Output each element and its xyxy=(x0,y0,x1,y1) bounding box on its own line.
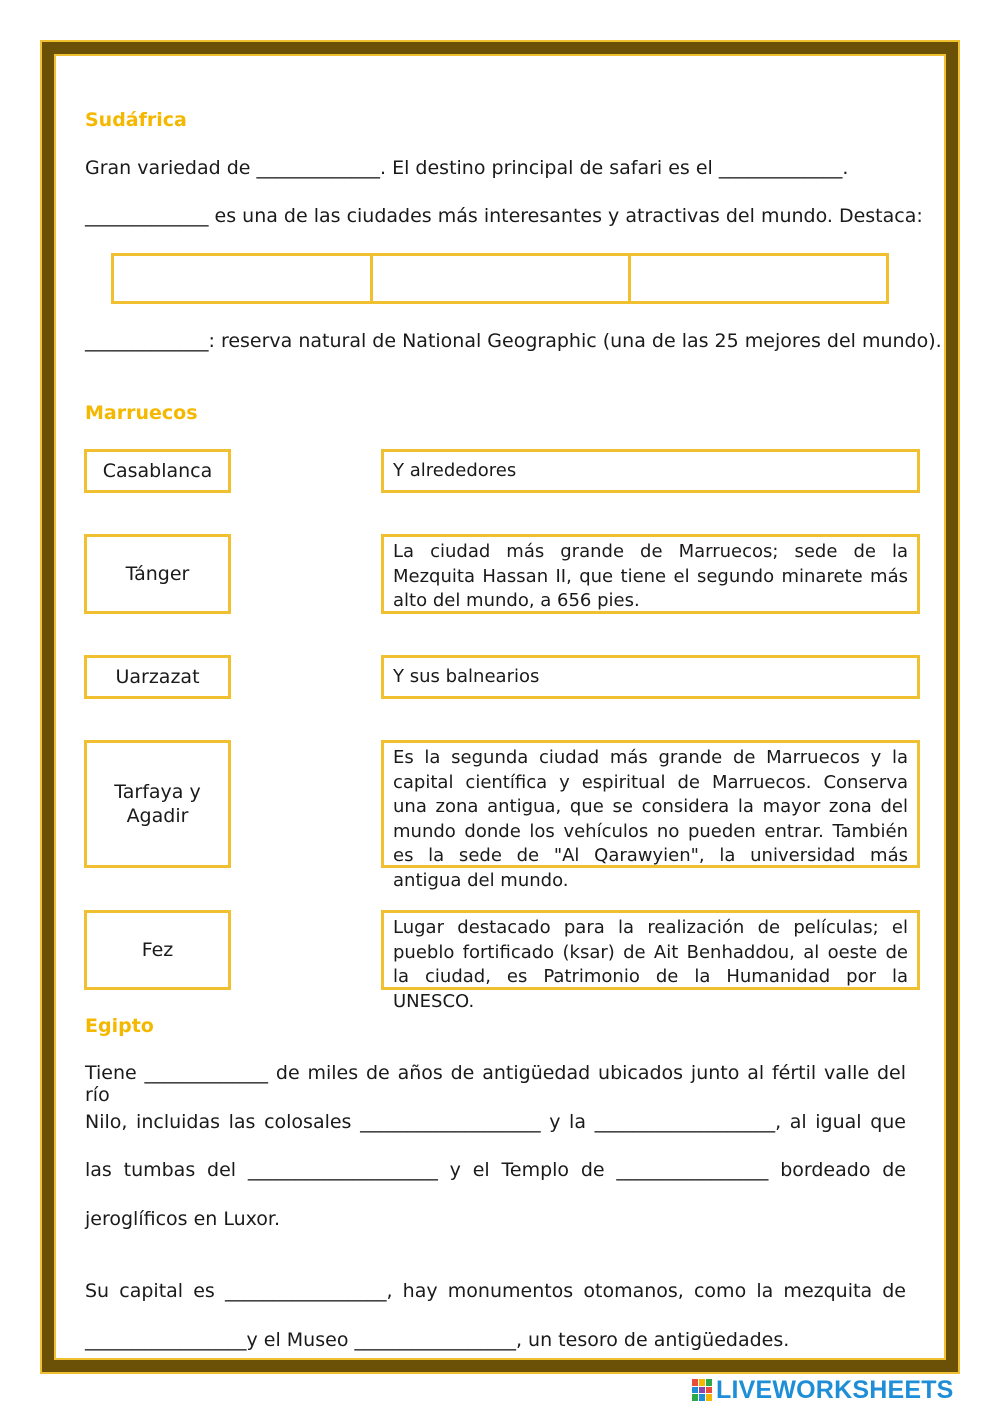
city-box-uarzazat[interactable]: Uarzazat xyxy=(84,655,231,699)
answer-cell-3[interactable] xyxy=(628,253,889,304)
liveworksheets-brand-text: LIVEWORKSHEETS xyxy=(716,1375,954,1404)
description-box-2[interactable]: La ciudad más grande de Marruecos; sede de la Mezquita Hassan II, que tiene el segundo minarete más alto del mundo, a 656 pies. xyxy=(381,534,920,614)
heading-sudafrica: Sudáfrica xyxy=(85,109,187,131)
city-box-casablanca[interactable]: Casablanca xyxy=(84,449,231,493)
sudafrica-line-3: _____________: reserva natural de National Geographic (una de las 25 mejores del mundo). xyxy=(85,330,942,352)
egipto-line-6: _________________y el Museo _________________, un tesoro de antigüedades. xyxy=(85,1329,790,1351)
egipto-line-5: Su capital es _________________, hay monumentos otomanos, como la mezquita de xyxy=(85,1280,906,1302)
egipto-line-4: jeroglíficos en Luxor. xyxy=(85,1208,281,1230)
egipto-line-3: las tumbas del ____________________ y el Templo de ________________ bordeado de xyxy=(85,1159,906,1181)
description-box-3[interactable]: Y sus balnearios xyxy=(381,655,920,699)
description-box-5[interactable]: Lugar destacado para la realización de películas; el pueblo fortificado (ksar) de Ait Benhaddou, al oeste de la ciudad, es Patrimonio de la Humanidad por la UNESCO. xyxy=(381,910,920,990)
sudafrica-line-1: Gran variedad de _____________. El destino principal de safari es el _____________. xyxy=(85,157,849,179)
city-box-tarfaya-agadir[interactable]: Tarfaya y Agadir xyxy=(84,740,231,868)
description-box-1[interactable]: Y alrededores xyxy=(381,449,920,493)
answer-cell-2[interactable] xyxy=(370,253,631,304)
sudafrica-line-2: _____________ es una de las ciudades más interesantes y atractivas del mundo. Destaca: xyxy=(85,205,923,227)
city-box-fez[interactable]: Fez xyxy=(84,910,231,990)
heading-egipto: Egipto xyxy=(85,1015,154,1037)
city-box-tanger[interactable]: Tánger xyxy=(84,534,231,614)
liveworksheets-logo[interactable] xyxy=(692,1376,954,1404)
answer-cell-1[interactable] xyxy=(111,253,373,304)
description-box-4[interactable]: Es la segunda ciudad más grande de Marruecos y la capital científica y espiritual de Marruecos. Conserva una zona antigua, que se considera la mayor zona del mundo donde los vehículos no pueden entrar. También es la sede de "Al Qarawyien", la universidad más antigua del mundo. xyxy=(381,740,920,868)
heading-marruecos: Marruecos xyxy=(85,402,198,424)
egipto-line-1: Tiene _____________ de miles de años de antigüedad ubicados junto al fértil valle del río xyxy=(85,1062,906,1106)
liveworksheets-mark-icon xyxy=(692,1379,712,1401)
egipto-line-2: Nilo, incluidas las colosales ___________________ y la ___________________, al igual que xyxy=(85,1111,906,1133)
